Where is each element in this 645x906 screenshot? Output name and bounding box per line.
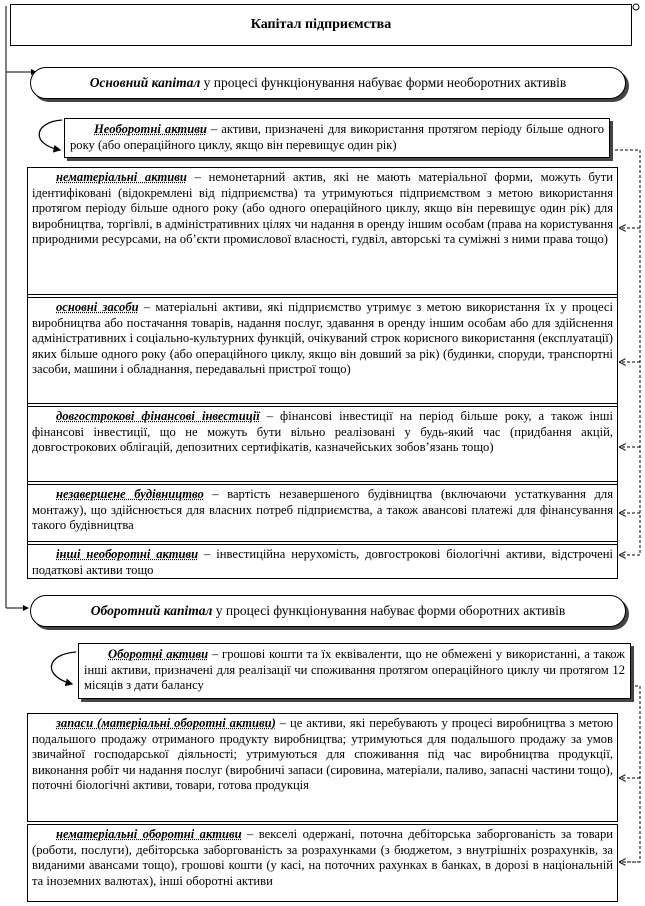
title-text: Капітал підприємства <box>250 17 392 32</box>
noncurrent-item-term: довгострокові фінансові інвестиції <box>56 409 260 423</box>
noncurrent-item-text: – матеріальні активи, які підприємство утримує з метою використання їх у процесі виробництва або постачання товарів, надання послуг, здавання в оренду іншим особам або для здійснення адміністративних і соціально-культурних функцій, очікуваний строк корисного використання (експлуатації) яких більше одного року (або операційного циклу, якщо він довший за рік) (будинки, споруди, транспортні засоби, машини і обладнання, передавальні пристрої тощо) <box>32 300 613 377</box>
curved-arrow-2 <box>51 652 76 684</box>
fixed-capital-term: Основний капітал <box>89 75 201 90</box>
noncurrent-item-text: – вартість незавершеного будівництва (включаючи устаткування для монтажу), що здійснюється для власних потреб підприємства, а також авансові платежі для фінансування такого будівництва <box>32 487 613 533</box>
current-item-term: запаси (матеріальні оборотні активи) <box>56 716 276 730</box>
noncurrent-item-investments <box>27 406 618 482</box>
working-capital-term: Оборотний капітал <box>90 603 213 618</box>
fixed-capital-box <box>30 67 626 99</box>
current-item-text: – це активи, які перебувають у процесі виробництва з метою подальшого продажу отриманого продукту виробництва; утримуються для подальшого продажу за умов звичайної господарської діяльності; утримуються для споживання під час виробництва продукції, виконання робіт чи надання послуг (виробничі запаси (сировина, матеріали, паливо, запасні частини тощо), поточні біологічні активи, товари, готова продукція <box>32 716 613 793</box>
noncurrent-item-text: – інвестиційна нерухомість, довгострокові біологічні активи, відстрочені податкові активи тощо <box>32 547 613 577</box>
curved-arrow-1 <box>39 120 62 150</box>
noncurrent-item-intangible <box>27 167 618 295</box>
noncurrent-item-text: – фінансові інвестиції на період більше року, а також інші фінансові інвестиції, що не можуть бути вільно реалізовані у будь-який час (придбання акцій, довгострокових облігацій, депозитних сертифікатів, казначейських зобов’язань тощо) <box>32 409 613 455</box>
noncurrent-item-other <box>27 544 618 579</box>
current-item-intangible <box>27 824 618 902</box>
noncurrent-item-construction <box>27 484 618 542</box>
title-box <box>10 4 632 46</box>
noncurrent-item-text: – немонетарний актив, які не мають матеріальної форми, можуть бути ідентифіковані (відокремлені від підприємства) та утримуються підприємством з метою використання протягом періоду більше одного року (або одного операційного циклу, якщо він перевищує один рік) для виробництва, торгівлі, в адміністративних цілях чи надання в оренду іншим особам (права на користування природними ресурсами, на об’єкти промислової власності, гудвіл, авторські та суміжні з ними права тощо) <box>32 170 613 247</box>
noncurrent-item-term: основні засоби <box>56 300 139 314</box>
current-item-inventories <box>27 713 618 822</box>
noncurrent-assets-text: – активи, призначені для використання протягом періоду більше одного року (або операційного циклу, якщо він перевищує один рік) <box>70 122 604 152</box>
working-capital-box <box>30 595 626 627</box>
current-item-term: нематеріальні оборотні активи <box>56 827 242 841</box>
working-capital-text: у процесі функціонування набуває форми оборотних активів <box>212 603 566 618</box>
noncurrent-item-fixed-assets <box>27 297 618 404</box>
current-item-text: – векселі одержані, поточна дебіторська заборгованість за товари (роботи, послуги), дебіторська заборгованість за розрахунками (з бюджетом, з внутрішніх розрахунків, за виданими авансами тощо), грошові кошти (у касі, на поточних рахунках в банках, в дорозі в національній та іноземних валютах), інші оборотні активи <box>32 827 613 888</box>
noncurrent-assets-term: Необоротні активи <box>94 122 207 136</box>
noncurrent-item-term: інші необоротні активи <box>56 547 199 561</box>
current-assets-term: Оборотні активи <box>108 647 209 661</box>
current-assets-text: – грошові кошти та їх еквіваленти, що не обмежені у використанні, а також інші активи, призначені для реалізації чи споживання протягом операційного циклу чи протягом 12 місяців з дати балансу <box>84 647 625 693</box>
noncurrent-assets-box <box>64 118 610 158</box>
noncurrent-item-term: незавершене будівництво <box>56 487 204 501</box>
current-assets-box <box>78 643 631 699</box>
noncurrent-item-term: нематеріальні активи <box>56 170 187 184</box>
fixed-capital-text: у процесі функціонування набуває форми необоротних активів <box>200 75 567 90</box>
